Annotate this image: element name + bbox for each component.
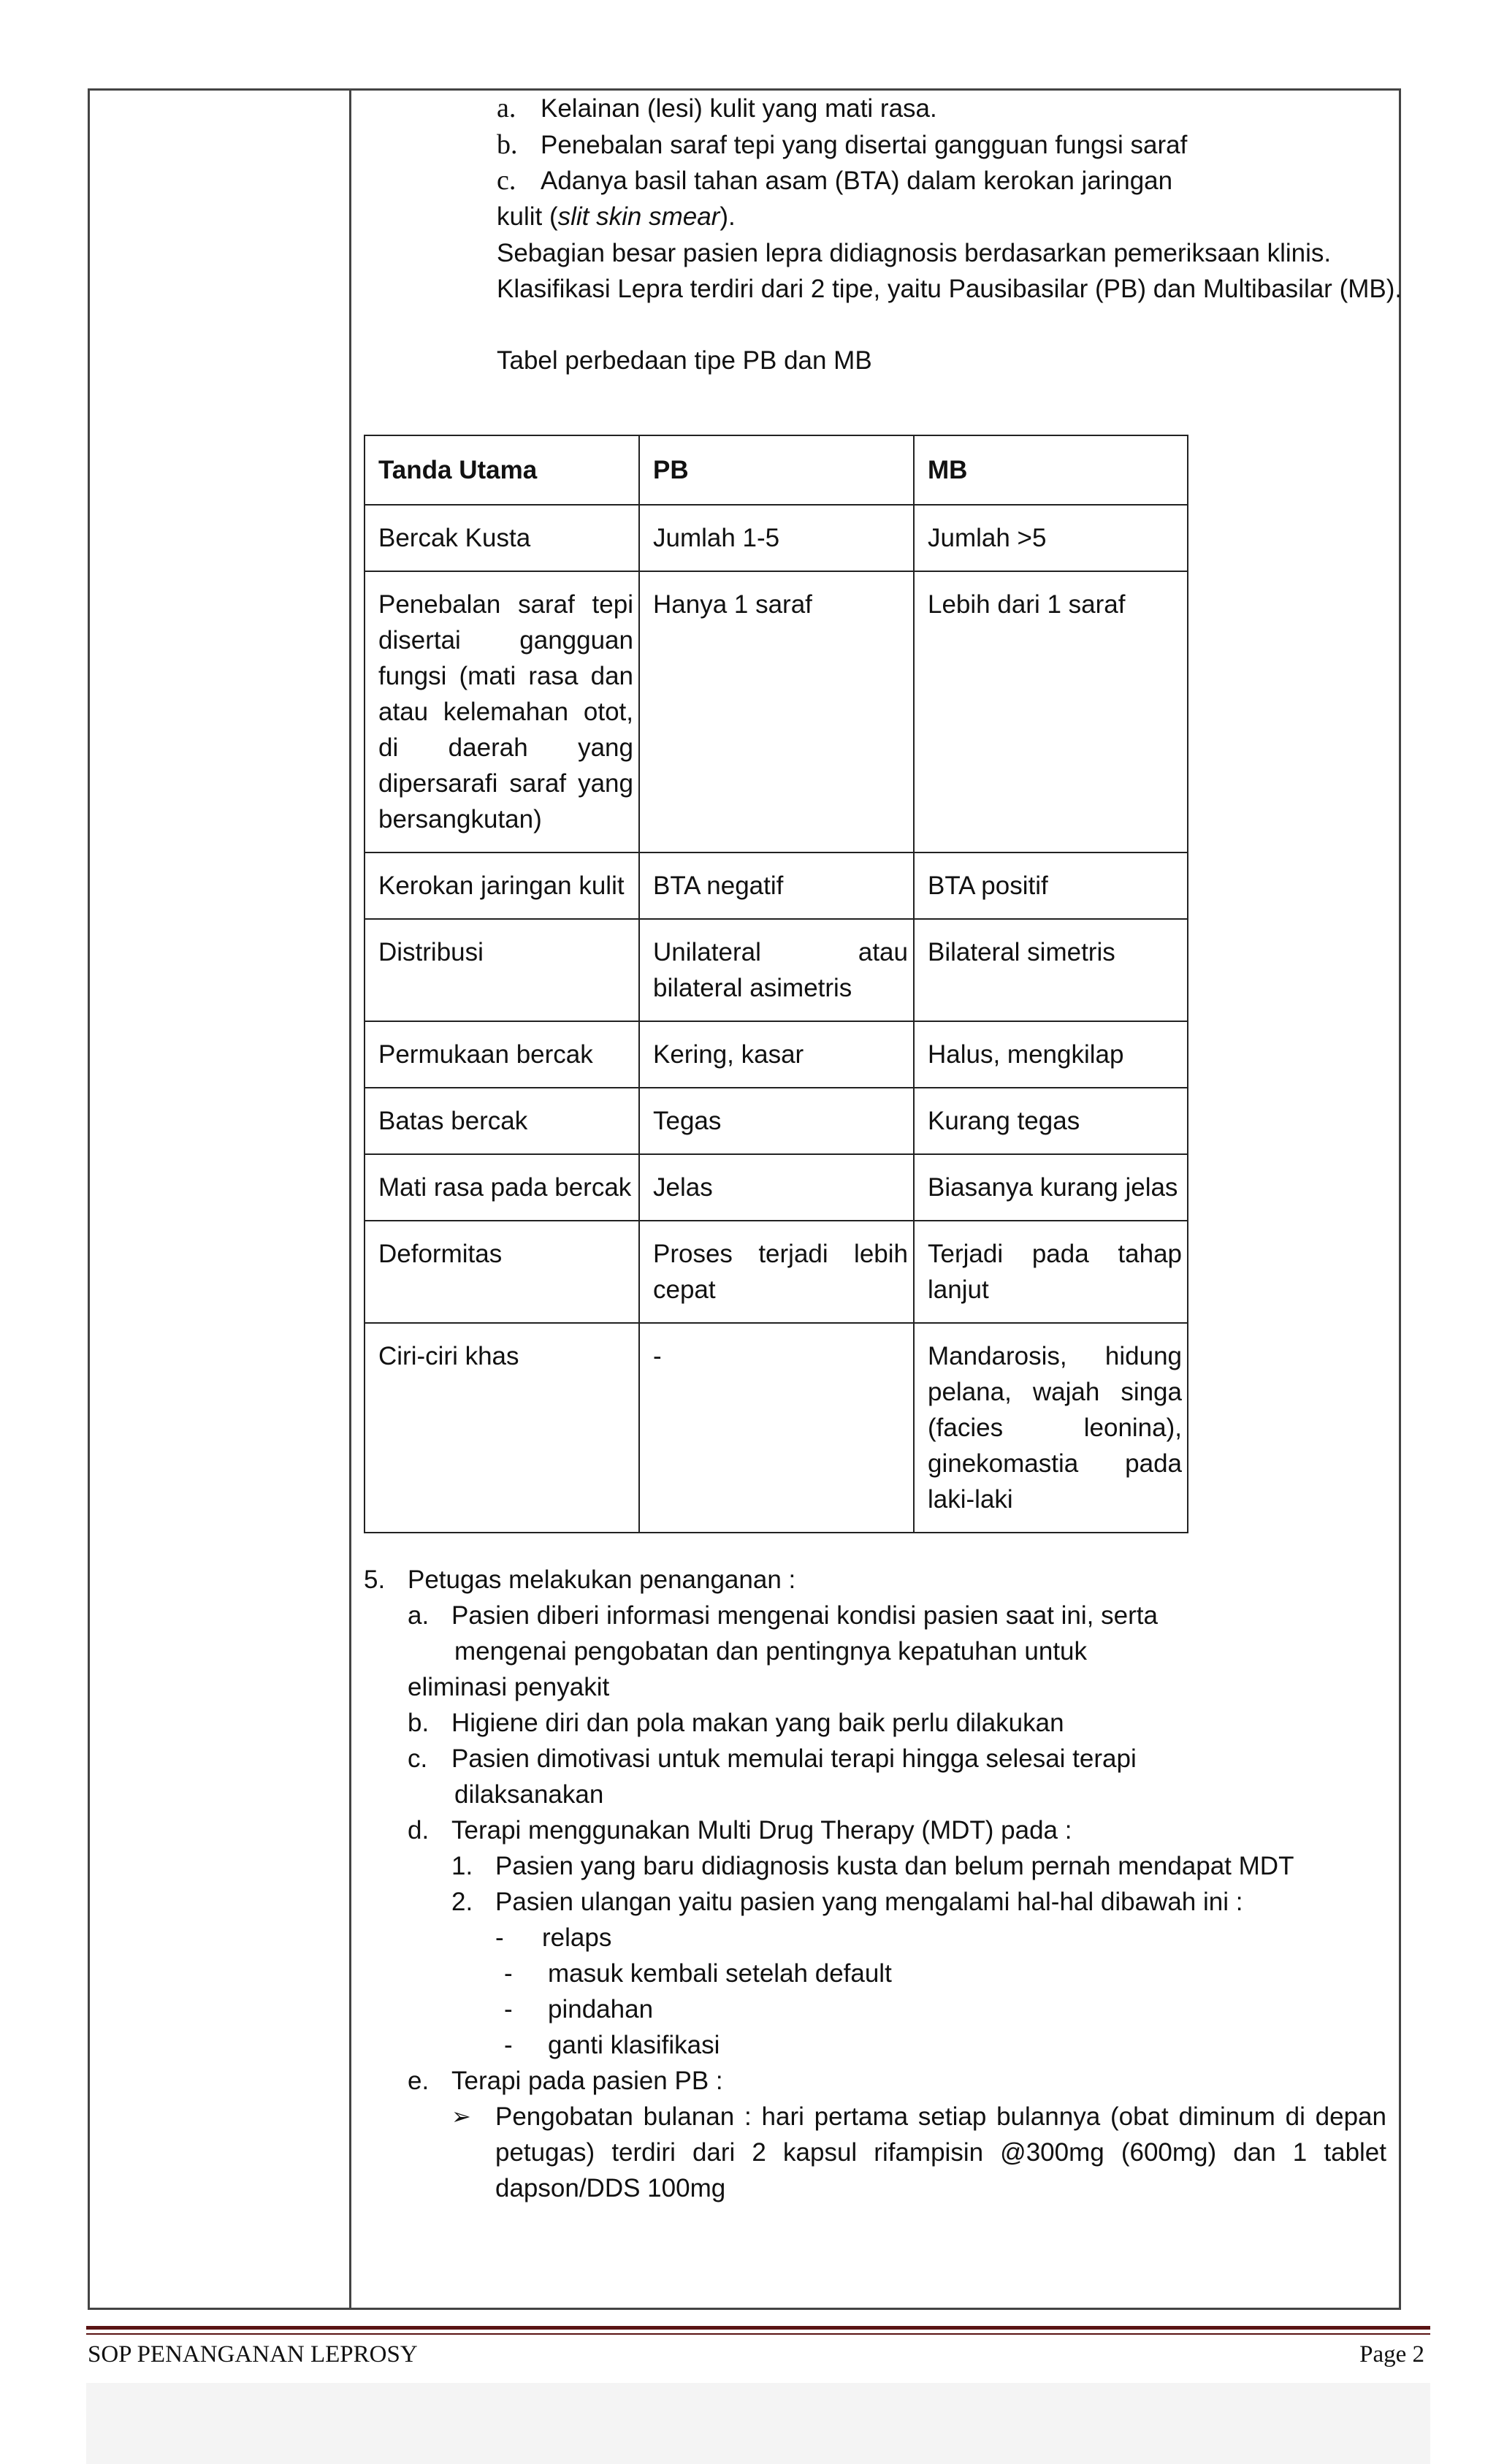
table-cell: Jumlah >5 xyxy=(914,505,1188,571)
dash-item-relaps: relaps xyxy=(542,1923,612,1952)
intro-item-c-continuation: kulit (slit skin smear). xyxy=(497,202,736,231)
table-row xyxy=(365,1088,1188,1154)
item-b-text: Higiene diri dan pola makan yang baik perlu dilakukan xyxy=(451,1709,1064,1737)
paragraph-diagnosis: Sebagian besar pasien lepra didiagnosis berdasarkan pemeriksaan klinis. xyxy=(497,239,1332,267)
item-a-line3: eliminasi penyakit xyxy=(408,1673,610,1701)
table-row xyxy=(365,1021,1188,1088)
dash-marker: - xyxy=(504,2031,513,2059)
table-cell: Kering, kasar xyxy=(639,1021,914,1088)
paragraph-classification: Klasifikasi Lepra terdiri dari 2 tipe, yaitu Pausibasilar (PB) dan Multibasilar (MB). xyxy=(497,275,1402,303)
table-row xyxy=(365,919,1188,1021)
item-a-line2: mengenai pengobatan dan pentingnya kepatuhan untuk xyxy=(454,1637,1088,1666)
table-cell: Mati rasa pada bercak xyxy=(365,1154,639,1221)
item-a-line1: Pasien diberi informasi mengenai kondisi pasien saat ini, serta xyxy=(451,1601,1158,1630)
footer-page-number: Page 2 xyxy=(1359,2341,1424,2368)
table-cell: Kerokan jaringan kulit xyxy=(365,853,639,919)
table-row xyxy=(365,1221,1188,1323)
arrow-bullet-icon: ➢ xyxy=(451,2103,471,2129)
intro-item-b: b. Penebalan saraf tepi yang disertai gangguan fungsi saraf xyxy=(497,129,1188,160)
table-cell: Tegas xyxy=(639,1088,914,1154)
table-caption: Tabel perbedaan tipe PB dan MB xyxy=(497,346,872,375)
section-title: Petugas melakukan penanganan : xyxy=(408,1565,796,1594)
table-cell: Deformitas xyxy=(365,1221,639,1323)
item-e-marker: e. xyxy=(408,2067,430,2095)
table-header-row xyxy=(365,435,1188,505)
bottom-band xyxy=(86,2383,1430,2464)
dash-item-klasifikasi: ganti klasifikasi xyxy=(548,2031,720,2059)
dash-marker: - xyxy=(504,1959,513,1988)
table-row xyxy=(365,571,1188,853)
table-row xyxy=(365,1154,1188,1221)
item-b-marker: b. xyxy=(408,1709,430,1737)
intro-item-a: a. Kelainan (lesi) kulit yang mati rasa. xyxy=(497,93,937,123)
item-d1-text: Pasien yang baru didiagnosis kusta dan belum pernah mendapat MDT xyxy=(495,1852,1294,1880)
table-cell: Halus, mengkilap xyxy=(914,1021,1188,1088)
table-cell: Bilateral simetris xyxy=(914,919,1188,1021)
section-number: 5. xyxy=(364,1565,386,1594)
item-c-line1: Pasien dimotivasi untuk memulai terapi hingga selesai terapi xyxy=(451,1744,1137,1773)
table-cell: Terjadi pada tahap lanjut xyxy=(914,1221,1188,1323)
table-header-cell: MB xyxy=(914,435,1188,505)
table-row xyxy=(365,1323,1188,1533)
footer-rule xyxy=(86,2326,1430,2330)
table-cell: Jumlah 1-5 xyxy=(639,505,914,571)
table-cell: Distribusi xyxy=(365,919,639,1021)
item-d2-text: Pasien ulangan yaitu pasien yang mengalami hal-hal dibawah ini : xyxy=(495,1888,1243,1916)
item-e-bullet-text: Pengobatan bulanan : hari pertama setiap bulannya (obat diminum di depan petugas) terdiri dari 2 kapsul rifampisin @300mg (600mg) dan 1 tablet dapson/DDS 100mg xyxy=(495,2102,1386,2202)
dash-marker: - xyxy=(504,1995,513,2024)
table-cell: BTA negatif xyxy=(639,853,914,919)
table-cell: Ciri-ciri khas xyxy=(365,1323,639,1533)
dash-item-pindahan: pindahan xyxy=(548,1995,654,2024)
table-header-cell: Tanda Utama xyxy=(365,435,639,505)
item-e-text: Terapi pada pasien PB : xyxy=(451,2067,723,2095)
table-cell: Penebalan saraf tepi disertai gangguan fungsi (mati rasa dan atau kelemahan otot, di daerah yang dipersarafi saraf yang bersangkutan) xyxy=(365,571,639,853)
table-cell: Biasanya kurang jelas xyxy=(914,1154,1188,1221)
table-cell: Permukaan bercak xyxy=(365,1021,639,1088)
item-c-line2: dilaksanakan xyxy=(454,1780,604,1809)
left-column xyxy=(90,91,351,2308)
item-d-marker: d. xyxy=(408,1816,430,1845)
table-cell: BTA positif xyxy=(914,853,1188,919)
item-d2-marker: 2. xyxy=(451,1888,473,1916)
table-cell: Kurang tegas xyxy=(914,1088,1188,1154)
item-d1-marker: 1. xyxy=(451,1852,473,1880)
table-cell: Bercak Kusta xyxy=(365,505,639,571)
table-cell: Unilateral atau bilateral asimetris xyxy=(639,919,914,1021)
intro-item-c: c. Adanya basil tahan asam (BTA) dalam kerokan jaringan xyxy=(497,165,1173,196)
dash-marker: - xyxy=(495,1923,504,1952)
table-row xyxy=(365,853,1188,919)
pb-mb-comparison-table xyxy=(364,435,1188,1533)
footer-document-title: SOP PENANGANAN LEPROSY xyxy=(88,2341,418,2368)
dash-item-default: masuk kembali setelah default xyxy=(548,1959,892,1988)
table-cell: Batas bercak xyxy=(365,1088,639,1154)
table-cell: - xyxy=(639,1323,914,1533)
table-cell: Jelas xyxy=(639,1154,914,1221)
item-a-marker: a. xyxy=(408,1601,430,1630)
item-d-text: Terapi menggunakan Multi Drug Therapy (MDT) pada : xyxy=(451,1816,1072,1845)
table-header-cell: PB xyxy=(639,435,914,505)
footer-rule-thin xyxy=(86,2333,1430,2335)
table-cell: Proses terjadi lebih cepat xyxy=(639,1221,914,1323)
table-row xyxy=(365,505,1188,571)
table-cell: Mandarosis, hidung pelana, wajah singa (facies leonina), ginekomastia pada laki-laki xyxy=(914,1323,1188,1533)
table-cell: Lebih dari 1 saraf xyxy=(914,571,1188,853)
table-cell: Hanya 1 saraf xyxy=(639,571,914,853)
item-c-marker: c. xyxy=(408,1744,428,1773)
